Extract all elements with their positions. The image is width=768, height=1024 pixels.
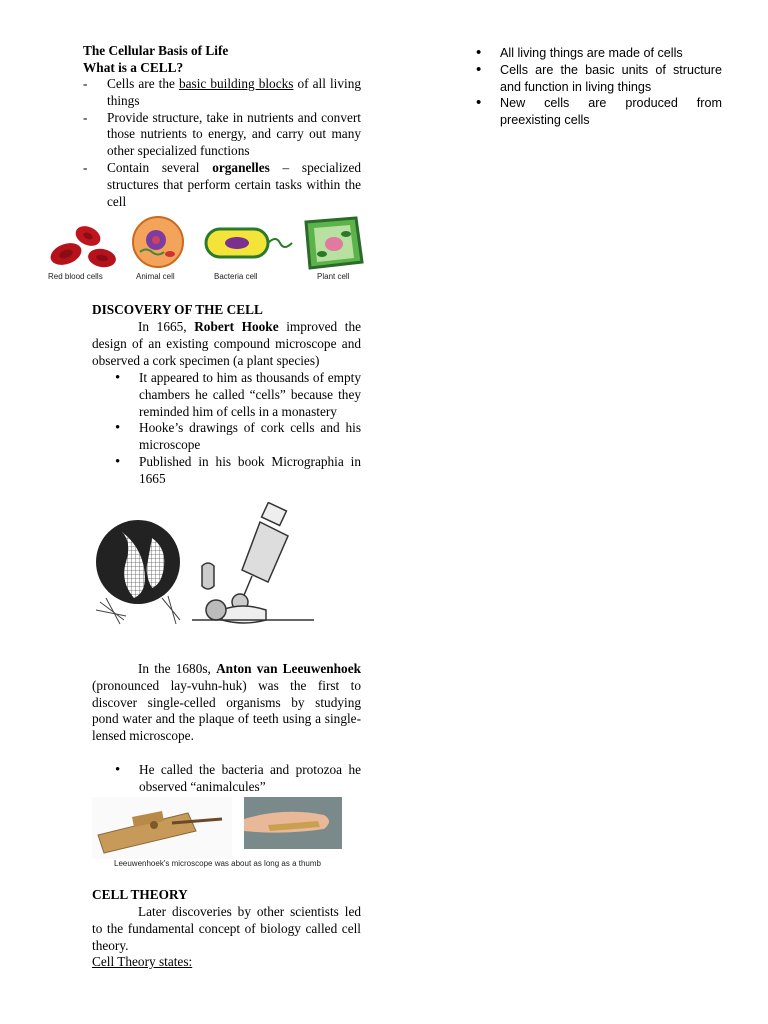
text-span: In the 1680s,: [138, 661, 217, 676]
underlined-term: basic building blocks: [178, 76, 294, 91]
leeuwenhoek-photos: [92, 797, 342, 859]
hooke-microscope-drawing: [192, 503, 314, 623]
section-heading-cell-theory: CELL THEORY: [92, 887, 188, 902]
animal-cell-image: [133, 217, 183, 267]
plant-cell-image: [306, 218, 362, 268]
list-item: • New cells are produced from preexisting cells: [476, 95, 722, 129]
text-span: improved the design of an existing compound microscope and observed a cork specimen (a plant species): [92, 319, 362, 368]
list-item: • It appeared to him as thousands of empty chambers he called “cells” because they reminded him of cells in a monastery: [115, 370, 361, 420]
text-span: (pronounced lay-vuhn-huk) was the first to discover single-celled organisms by studying pond water and the plaque of teeth using a single-lensed microscope.: [92, 677, 361, 744]
caption-plant-cell: Plant cell: [317, 272, 350, 281]
thumb-comparison-photo: [244, 797, 342, 849]
cell-types-figure: [44, 210, 366, 284]
microscope-photo: [92, 797, 232, 859]
text-span: In 1665,: [138, 319, 195, 334]
hooke-paragraph: [92, 319, 361, 369]
title-question: What is a CELL?: [83, 59, 184, 75]
bold-term: Anton van Leeuwenhoek: [216, 661, 361, 676]
what-is-cell-list: [83, 76, 361, 210]
text-span: Contain several: [107, 159, 213, 175]
list-item: [83, 160, 361, 210]
cell-theory-paragraph: Later discoveries by other scientists led to the fundamental concept of biology called cell theory.: [92, 904, 361, 953]
list-item: [83, 76, 361, 110]
text-span: Cells are the: [107, 76, 179, 91]
hooke-illustration: [92, 502, 314, 630]
cell-theory-points: [476, 45, 722, 129]
bold-term: organelles: [212, 159, 270, 175]
leeuwenhoek-bullets: [115, 762, 361, 796]
text-span: – specialized structures that perform certain tasks within the cell: [107, 159, 361, 209]
cork-cells-drawing: [96, 520, 180, 624]
leeuwenhoek-microscope-figure: [92, 797, 342, 871]
list-item: • He called the bacteria and protozoa he observed “animalcules”: [115, 762, 361, 796]
list-item: • Hooke’s drawings of cork cells and his microscope: [115, 420, 361, 454]
caption-bacteria-cell: Bacteria cell: [214, 272, 258, 281]
bold-term: Robert Hooke: [194, 319, 279, 334]
list-item: • Published in his book Micrographia in 1665: [115, 454, 361, 488]
hooke-drawings-figure: [92, 502, 314, 630]
caption-red-blood-cells: Red blood cells: [48, 272, 103, 281]
caption-animal-cell: Animal cell: [136, 272, 175, 281]
section-heading-discovery: DISCOVERY OF THE CELL: [92, 302, 263, 317]
red-blood-cells-image: [48, 222, 118, 269]
leeuwenhoek-caption: Leeuwenhoek's microscope was about as long as a thumb: [114, 859, 321, 868]
hooke-bullets: [115, 370, 361, 488]
cell-types-illustration: [44, 210, 366, 272]
leeuwenhoek-paragraph: [92, 661, 361, 745]
list-item: - Provide structure, take in nutrients and convert those nutrients to energy, and carry out many other specialized functions: [83, 110, 361, 160]
text-span: of all living things: [107, 76, 361, 108]
document-title: [83, 43, 228, 77]
bacteria-cell-image: [206, 229, 292, 257]
list-item: • All living things are made of cells: [476, 45, 722, 62]
cell-theory-states-label: Cell Theory states:: [92, 954, 193, 969]
title-main: The Cellular Basis of Life: [83, 43, 229, 58]
list-item: • Cells are the basic units of structure and function in living things: [476, 62, 722, 96]
